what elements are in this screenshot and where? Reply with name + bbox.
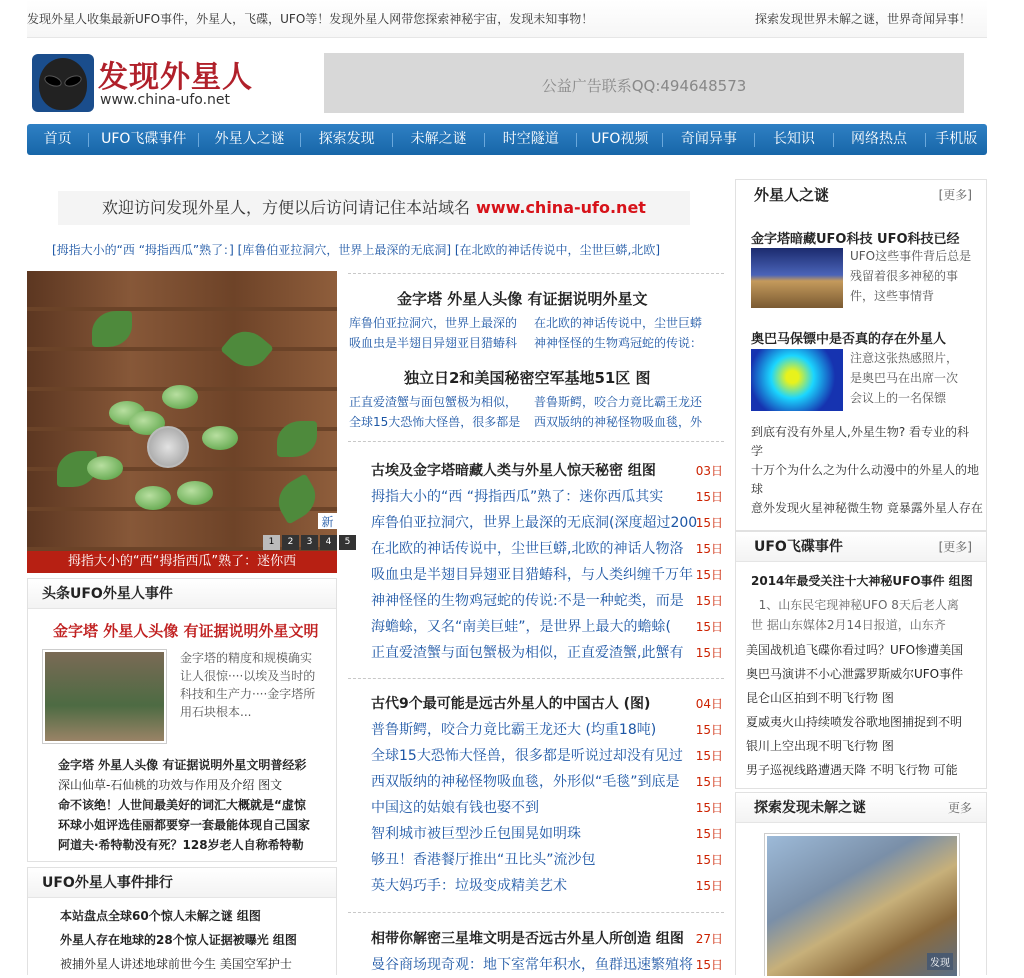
news-title[interactable]: 中国这的姑娘有钱也娶不到 — [371, 800, 539, 816]
logo-title: 发现外星人 — [98, 60, 253, 95]
ufo-events-title-text: UFO飞碟事件 — [754, 539, 843, 555]
thermal-thumbnail[interactable] — [751, 349, 843, 411]
ufo-events-box — [735, 531, 987, 789]
logo-url: www.china-ufo.net — [100, 92, 231, 108]
nav-item[interactable]: 未解之谜 — [410, 131, 467, 147]
news-row[interactable] — [371, 821, 723, 847]
news-title[interactable]: 够丑！香港餐厅推出“丑比头”流沙包 — [371, 852, 596, 868]
news-row[interactable] — [371, 717, 723, 743]
news-date: 03日 — [695, 464, 723, 478]
quick-links[interactable]: [拇指大小的“西 “拇指西瓜”熟了：] [库鲁伯亚拉洞穴，世界上最深的无底洞] [在北欧的神话传说中，尘世巨蟒,北欧] — [52, 243, 661, 257]
news-row[interactable] — [371, 743, 723, 769]
nav-item[interactable]: 探索发现 — [318, 131, 375, 147]
alien-mystery-title — [736, 180, 986, 210]
news-date: 15日 — [695, 516, 723, 530]
feature2-l2[interactable]: 全球15大恐怖大怪兽，很多都是 — [349, 415, 521, 429]
list-item[interactable]: 美国战机追飞碟你看过吗？UFO惨遭美国 — [746, 643, 964, 657]
list-item[interactable]: 深山仙草-石仙桃的功效与作用及介绍 图文 — [58, 778, 283, 792]
news-list-3 — [371, 926, 723, 978]
headline-summary: 金字塔的精度和规模确实让人很惊····以埃及当时的科技和生产力····金字塔所用石块根本... — [180, 651, 316, 719]
list-item[interactable]: 银川上空出现不明飞行物 图 — [746, 739, 894, 753]
slider-page-button[interactable]: 4 — [320, 535, 337, 550]
headline-box — [27, 578, 337, 862]
news-date: 15日 — [695, 568, 723, 582]
welcome-text: 欢迎访问发现外星人，方便以后访问请记住本站域名 — [102, 198, 471, 217]
news-row[interactable] — [371, 847, 723, 873]
news-row[interactable] — [371, 484, 723, 510]
news-title[interactable]: 英大妈巧手：垃圾变成精美艺术 — [371, 878, 567, 894]
news-title[interactable]: 在北欧的神话传说中，尘世巨蟒,北欧的神话人物洛 — [371, 541, 684, 557]
main-nav — [27, 124, 987, 155]
news-date: 27日 — [695, 932, 723, 946]
feature1-l2[interactable]: 吸血虫是半翅目异翅亚目猎蝽科 — [349, 336, 518, 350]
news-date: 15日 — [695, 594, 723, 608]
news-date: 15日 — [695, 879, 723, 893]
list-item[interactable]: 金字塔 外星人头像 有证据说明外星文明普经彩 — [58, 758, 307, 772]
news-title[interactable]: 正直爱渣蟹与面包蟹极为相似，正直爱渣蟹,此蟹有 — [371, 645, 684, 661]
news-title[interactable]: 拇指大小的“西 “拇指西瓜”熟了：迷你西瓜其实 — [371, 489, 664, 505]
news-row[interactable] — [371, 562, 723, 588]
news-row[interactable] — [371, 952, 723, 978]
headline-title[interactable]: 金字塔 外星人头像 有证据说明外星文明 — [53, 622, 319, 640]
divider — [348, 678, 724, 679]
news-date: 15日 — [695, 620, 723, 634]
news-date: 15日 — [695, 723, 723, 737]
nav-item[interactable]: 外星人之谜 — [214, 131, 285, 147]
article-summary-line: 是奥巴马在出席一次 — [850, 371, 959, 385]
news-title[interactable]: 海蟾蜍，又名“南美巨蛙”，是世界上最大的蟾蜍( — [371, 619, 671, 635]
news-title[interactable]: 全球15大恐怖大怪兽，很多都是听说过却没有见过 — [371, 748, 683, 764]
ufo-summary-1: 1、山东民宅现神秘UFO 8天后老人离 — [751, 598, 959, 612]
slider-page-button[interactable]: 3 — [301, 535, 318, 550]
news-title[interactable]: 智利城市被巨型沙丘包围晃如明珠 — [371, 826, 581, 842]
alien-logo-icon — [32, 54, 94, 112]
nav-item[interactable]: 奇闻异事 — [680, 131, 737, 147]
slider-page-button[interactable]: 1 — [263, 535, 280, 550]
top-tagline: 探索发现世界未解之谜，世界奇闻异事！ — [754, 12, 971, 26]
ufo-summary-2: 世 据山东媒体2月14日报道，山东齐 — [751, 618, 946, 632]
list-item[interactable]: 本站盘点全球60个惊人未解之谜 组图 — [60, 909, 261, 923]
list-item[interactable]: 球 — [751, 482, 764, 496]
headline-thumbnail[interactable] — [42, 649, 167, 744]
news-title[interactable]: 古埃及金字塔暗藏人类与外星人惊天秘密 组图 — [371, 463, 656, 479]
news-row[interactable] — [371, 795, 723, 821]
list-item[interactable]: 夏威夷火山持续喷发谷歌地图捕捉到不明 — [746, 715, 963, 729]
news-title[interactable]: 库鲁伯亚拉洞穴，世界上最深的无底洞(深度超过200 — [371, 515, 698, 531]
news-row[interactable] — [371, 510, 723, 536]
article-summary-line: 会议上的一名保镖 — [850, 391, 947, 405]
explore-more[interactable]: 更多 — [947, 801, 972, 815]
welcome-domain[interactable]: www.china-ufo.net — [476, 198, 646, 217]
list-item[interactable]: 男子巡视线路遭遇天降 不明飞行物 可能 — [746, 763, 958, 777]
news-row[interactable] — [371, 614, 723, 640]
news-date: 15日 — [695, 958, 723, 972]
alien-mystery-more[interactable]: [更多] — [938, 188, 972, 202]
news-date: 15日 — [695, 749, 723, 763]
feature2-title[interactable]: 独立日2和美国秘密空军基地51区 图 — [404, 369, 651, 387]
news-date: 15日 — [695, 853, 723, 867]
news-title[interactable]: 古代9个最可能是远古外星人的中国古人 (图) — [371, 696, 651, 712]
news-date: 04日 — [695, 697, 723, 711]
alien-mystery-title-text: 外星人之谜 — [754, 186, 830, 204]
list-item[interactable]: 阿道夫·希特勒没有死？128岁老人自称希特勒 — [58, 838, 304, 852]
ranking-box-title: UFO外星人事件排行 — [28, 868, 336, 898]
explore-box — [735, 792, 987, 975]
site-logo[interactable] — [32, 52, 253, 114]
nav-item[interactable]: UFO视频 — [591, 131, 649, 147]
news-date: 15日 — [695, 646, 723, 660]
divider — [348, 912, 724, 913]
news-row[interactable] — [371, 536, 723, 562]
slider-page-button[interactable]: 2 — [282, 535, 299, 550]
explore-title — [736, 793, 986, 823]
news-title[interactable]: 曼谷商场现奇观：地下室常年积水，鱼群迅速繁殖将 — [371, 957, 693, 973]
news-title[interactable]: 西双版纳的神秘怪物吸血毯，外形似“毛毯”到底是 — [371, 774, 680, 790]
article-summary-line: 注意这张热感照片， — [850, 351, 959, 365]
list-item[interactable]: 意外发现火星神秘微生物 竟暴露外星人存在 — [751, 501, 983, 515]
feature1-r2[interactable]: 神神怪怪的生物鸡冠蛇的传说： — [534, 336, 703, 350]
news-date: 15日 — [695, 542, 723, 556]
ufo-events-more[interactable]: [更多] — [938, 540, 972, 554]
list-item[interactable]: 被捕外星人讲述地球前世今生 美国空军护士 — [60, 957, 292, 971]
list-item[interactable]: 学 — [751, 444, 764, 458]
article-summary-line: 残留着很多神秘的事 — [850, 269, 959, 283]
news-row[interactable] — [371, 588, 723, 614]
alien-mystery-box — [735, 179, 987, 531]
article-summary-line: UFO这些事件背后总是 — [850, 249, 972, 263]
feature2-r2[interactable]: 西双版纳的神秘怪物吸血毯，外 — [534, 415, 703, 429]
list-item[interactable]: 命不该绝！人世间最美好的词汇大概就是“虚惊 — [58, 798, 306, 812]
news-row[interactable] — [371, 769, 723, 795]
feature2-l1[interactable]: 正直爱渣蟹与面包蟹极为相似， — [349, 395, 518, 409]
news-title[interactable]: 神神怪怪的生物鸡冠蛇的传说:不是一种蛇类，而是 — [371, 593, 684, 609]
top-bar — [27, 0, 987, 38]
coin-image — [147, 426, 189, 468]
news-date: 15日 — [695, 775, 723, 789]
divider — [348, 273, 724, 274]
news-row[interactable] — [371, 458, 723, 484]
nav-item[interactable]: 首页 — [43, 131, 72, 147]
explore-watermark: 发现 — [927, 953, 953, 970]
news-list-1 — [371, 458, 723, 666]
news-date: 15日 — [695, 827, 723, 841]
ranking-box — [27, 867, 337, 975]
nav-item[interactable]: 长知识 — [772, 131, 815, 147]
slider-page-button[interactable]: 5 — [339, 535, 356, 550]
alien-article2-title[interactable]: 奥巴马保镖中是否真的存在外星人 — [751, 332, 947, 347]
pyramid-thumbnail[interactable] — [751, 248, 843, 308]
list-item[interactable]: 环球小姐评选佳丽都要穿一套最能体现自己国家 — [58, 818, 311, 832]
welcome-banner — [58, 191, 690, 225]
ad-banner[interactable]: 公益广告联系QQ:494648573 — [324, 53, 964, 113]
slider-caption[interactable]: 拇指大小的“西“拇指西瓜”熟了：迷你西 — [27, 551, 337, 573]
article-summary-line: 件，这些事情背 — [850, 289, 935, 303]
feature2-r1[interactable]: 普鲁斯鳄，咬合力竟比霸王龙还 — [534, 395, 703, 409]
divider — [348, 441, 724, 442]
news-row[interactable] — [371, 926, 723, 952]
news-title[interactable]: 普鲁斯鳄，咬合力竟比霸王龙还大 (均重18吨) — [371, 722, 657, 738]
news-title[interactable]: 相带你解密三星堆文明是否远古外星人所创造 组图 — [371, 931, 684, 947]
nav-item[interactable]: UFO飞碟事件 — [101, 131, 187, 147]
news-row[interactable] — [371, 691, 723, 717]
headline-box-title: 头条UFO外星人事件 — [28, 579, 336, 609]
feature1-r1[interactable]: 在北欧的神话传说中，尘世巨蟒 — [534, 316, 703, 330]
nav-item[interactable]: 手机版 — [935, 131, 978, 147]
ufo-headline[interactable]: 2014年最受关注十大神秘UFO事件 组图 — [751, 574, 973, 588]
list-item[interactable]: 昆仑山区拍到不明飞行物 图 — [746, 691, 894, 705]
news-date: 15日 — [695, 490, 723, 504]
nav-item[interactable]: 网络热点 — [851, 131, 908, 147]
explore-title-text: 探索发现未解之谜 — [754, 800, 866, 816]
list-item[interactable]: 外星人存在地球的28个惊人证据被曝光 组图 — [60, 933, 297, 947]
slider-pager — [263, 535, 356, 550]
list-item[interactable]: 十万个为什么之为什么动漫中的外星人的地 — [751, 463, 980, 477]
list-item[interactable]: 奥巴马演讲不小心泄露罗斯威尔UFO事件 — [746, 667, 964, 681]
explore-image[interactable] — [764, 833, 960, 976]
ufo-events-title — [736, 532, 986, 562]
feature1-l1[interactable]: 库鲁伯亚拉洞穴，世界上最深的 — [349, 316, 518, 330]
nav-item[interactable]: 时空隧道 — [502, 131, 559, 147]
news-title[interactable]: 吸血虫是半翅目异翅亚目猎蝽科，与人类纠缠千万年 — [371, 567, 693, 583]
feature1-title[interactable]: 金字塔 外星人头像 有证据说明外星文 — [397, 290, 648, 308]
news-row[interactable] — [371, 640, 723, 666]
news-list-2 — [371, 691, 723, 899]
image-slider[interactable] — [27, 271, 351, 573]
news-row[interactable] — [371, 873, 723, 899]
list-item[interactable]: 到底有没有外星人,外星生物? 看专业的科 — [751, 425, 969, 439]
top-slogan: 发现外星人收集最新UFO事件，外星人，飞碟，UFO等！发现外星人网带您探索神秘宇宙，发现未知事物！ — [27, 12, 594, 26]
slider-watermark: 新 — [318, 513, 337, 529]
news-date: 15日 — [695, 801, 723, 815]
alien-article1-title[interactable]: 金字塔暗藏UFO科技 UFO科技已经 — [751, 232, 960, 247]
